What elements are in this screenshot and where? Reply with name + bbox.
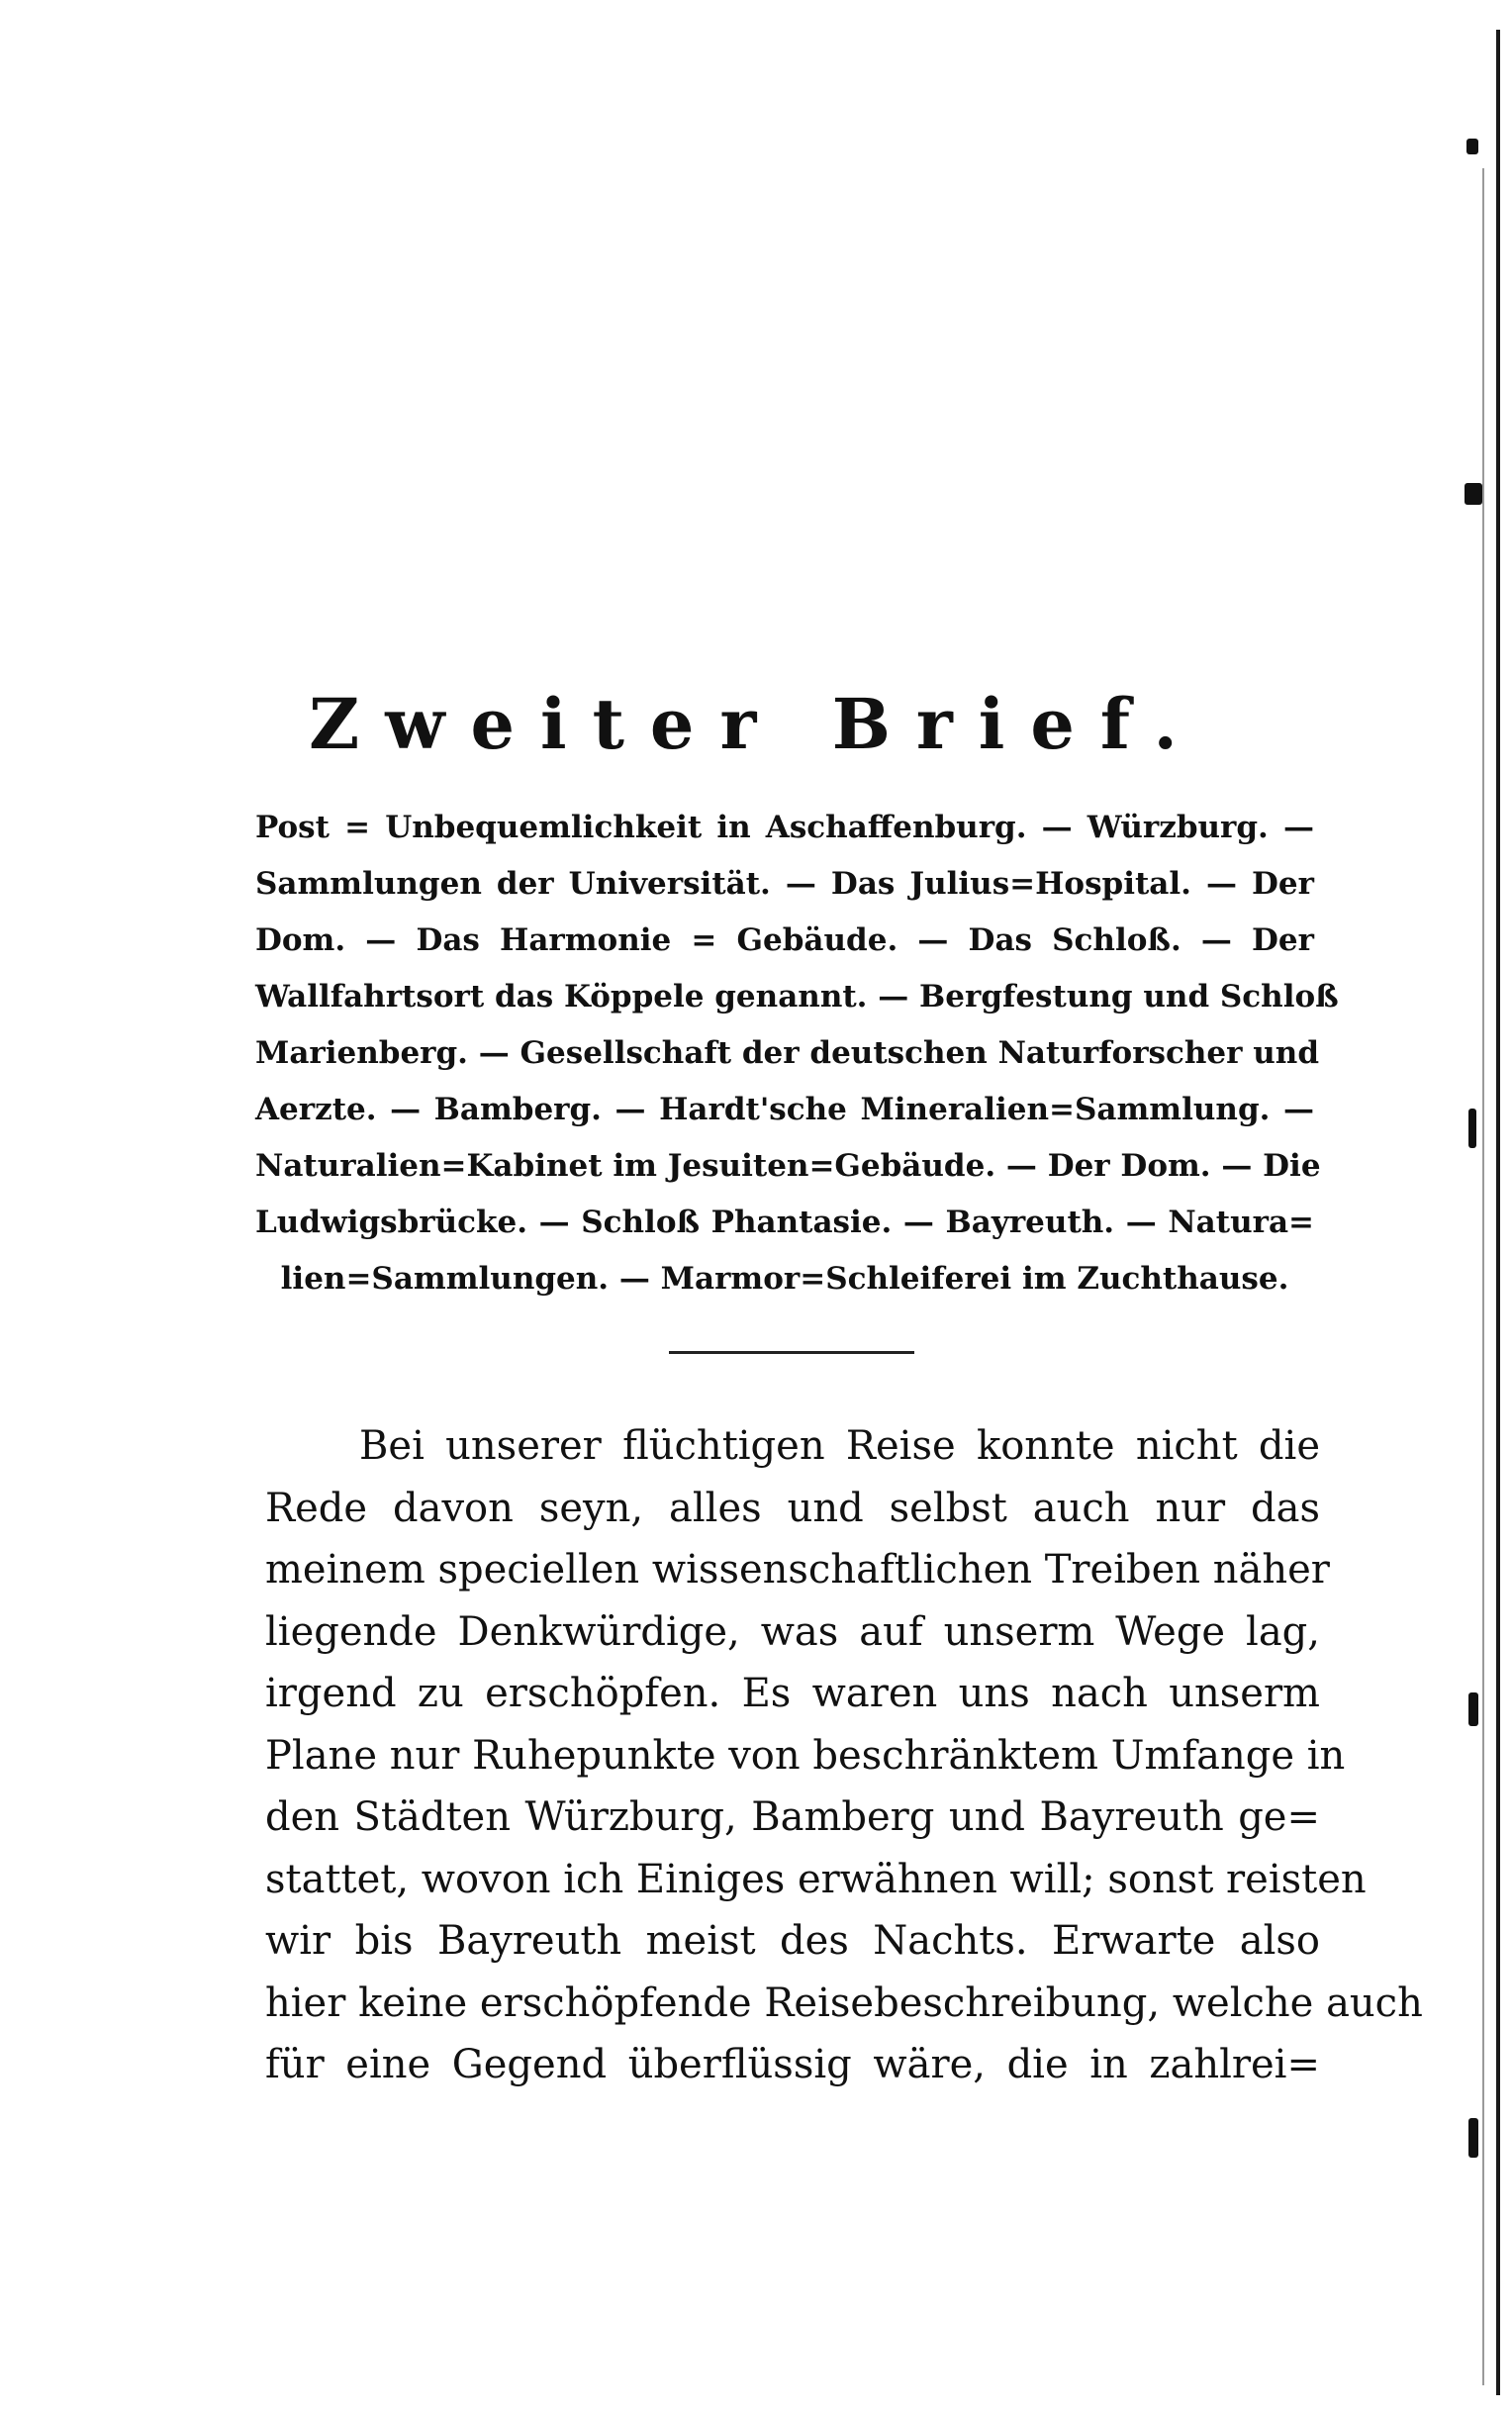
section-divider (669, 1351, 914, 1354)
summary-line: Dom. — Das Harmonie = Gebäude. — Das Schloß. — Der (255, 922, 1314, 958)
body-line: hier keine erschöpfende Reisebeschreibung, welche auch (265, 1980, 1423, 2026)
summary-line: Post = Unbequemlichkeit in Aschaffenburg. — Würzburg. — (255, 810, 1314, 845)
body-line: stattet, wovon ich Einiges erwähnen will; sonst reisten (265, 1856, 1367, 1902)
chapter-summary (255, 800, 1339, 1307)
summary-line: Naturalien=Kabinet im Jesuiten=Gebäude. — Der Dom. — Die (255, 1148, 1321, 1184)
summary-line: Ludwigsbrücke. — Schloß Phantasie. — Bayreuth. — Natura= (255, 1205, 1314, 1240)
body-line: meinem speciellen wissenschaftlichen Treiben näher (265, 1547, 1330, 1593)
summary-line: lien=Sammlungen. — Marmor=Schleiferei im Zuchthause. (280, 1261, 1289, 1297)
body-line: Plane nur Ruhepunkte von beschränktem Umfange in (265, 1732, 1346, 1779)
summary-line: Wallfahrtsort das Köppele genannt. — Bergfestung und Schloß (255, 979, 1339, 1014)
body-line: den Städten Würzburg, Bamberg und Bayreuth ge= (265, 1794, 1320, 1840)
edge-mark (1468, 2118, 1478, 2158)
body-line: liegende Denkwürdige, was auf unserm Wege lag, (265, 1608, 1320, 1655)
body-line: irgend zu erschöpfen. Es waren uns nach unserm (265, 1671, 1320, 1716)
body-line: Rede davon seyn, alles und selbst auch nur das (265, 1485, 1320, 1531)
edge-mark (1466, 139, 1478, 154)
chapter-heading: Zweiter Brief. (309, 683, 1203, 765)
page-edge-line (1482, 168, 1484, 2385)
summary-line: Marienberg. — Gesellschaft der deutschen Naturforscher und (255, 1035, 1320, 1071)
body-paragraph (265, 1415, 1423, 2096)
body-line: Bei unserer flüchtigen Reise konnte nicht die (359, 1423, 1320, 1469)
body-line: für eine Gegend überflüssig wäre, die in zahlrei= (265, 2042, 1320, 2087)
summary-line: Sammlungen der Universität. — Das Julius=Hospital. — Der (255, 866, 1314, 902)
page-edge-shadow (1496, 30, 1500, 2395)
summary-line: Aerzte. — Bamberg. — Hardt'sche Mineralien=Sammlung. — (255, 1092, 1314, 1127)
edge-mark (1468, 1109, 1476, 1148)
edge-mark (1465, 483, 1482, 505)
body-line: wir bis Bayreuth meist des Nachts. Erwarte also (265, 1918, 1320, 1964)
edge-mark (1468, 1692, 1478, 1726)
